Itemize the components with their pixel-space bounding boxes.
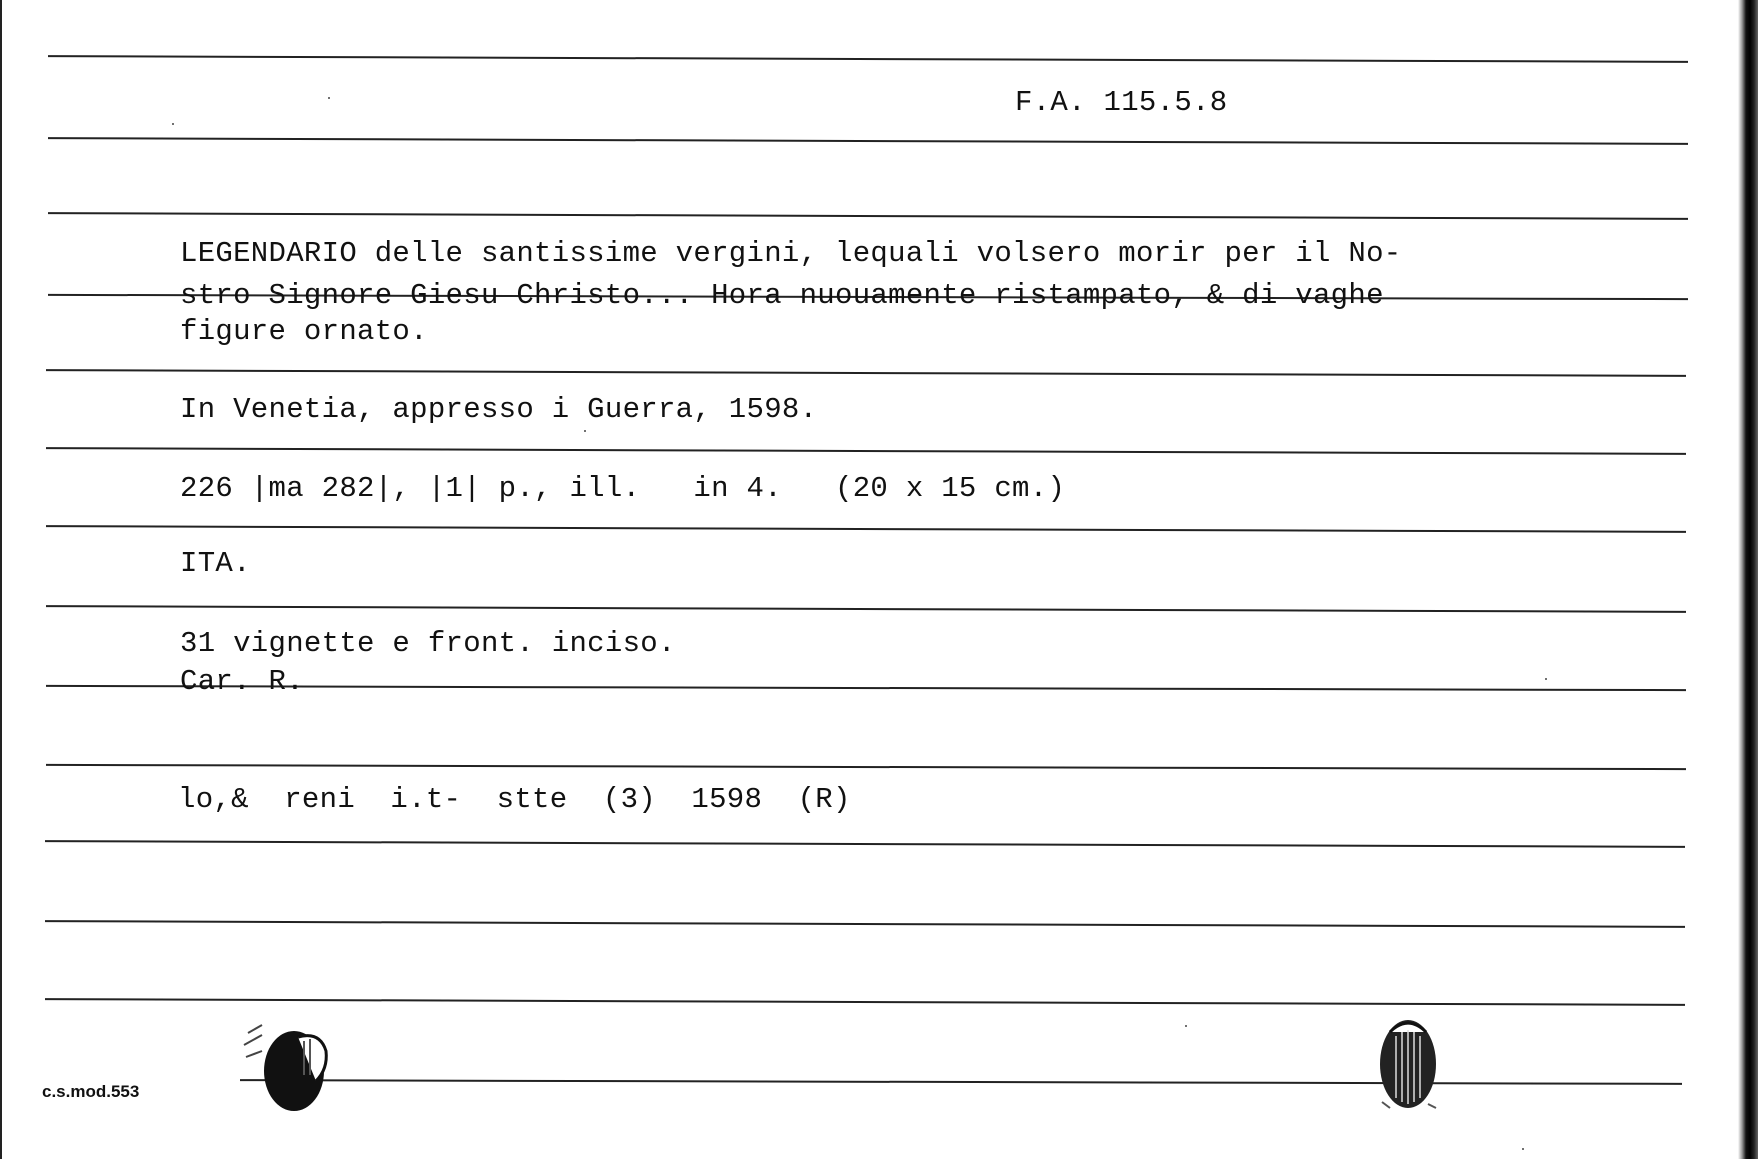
punch-hole-left — [238, 1015, 350, 1117]
ruled-line — [46, 369, 1686, 377]
imprint: In Venetia, appresso i Guerra, 1598. — [180, 393, 818, 426]
ruled-line — [45, 998, 1685, 1006]
punch-hole-right — [1368, 1012, 1448, 1118]
ruled-line — [46, 525, 1686, 533]
shelfmark: F.A. 115.5.8 — [1015, 86, 1228, 119]
ruled-line — [46, 447, 1686, 455]
speck — [1522, 1148, 1524, 1150]
ruled-line — [48, 137, 1688, 145]
speck — [172, 123, 174, 125]
ruled-line — [46, 764, 1686, 770]
ruled-line — [45, 920, 1685, 928]
fingerprint: lo,& reni i.t- stte (3) 1598 (R) — [178, 783, 851, 816]
ruled-line — [240, 1079, 1682, 1085]
ruled-line — [45, 840, 1685, 848]
ruled-line — [48, 212, 1688, 220]
speck — [584, 430, 586, 432]
form-code: c.s.mod.553 — [42, 1082, 140, 1101]
note-line-1: 31 vignette e front. inciso. — [180, 627, 676, 660]
language: ITA. — [180, 547, 251, 580]
speck — [1545, 678, 1547, 680]
card-left-edge — [0, 0, 2, 1159]
speck — [328, 97, 330, 99]
speck — [1185, 1025, 1187, 1027]
card-right-edge-shadow — [1738, 0, 1758, 1159]
note-line-2: Car. R. — [180, 665, 304, 698]
title-line-2: stro Signore Giesu Christo... Hora nuouamente ristampato, & di vaghe — [180, 279, 1384, 312]
ruled-line — [48, 55, 1688, 63]
ruled-line — [46, 605, 1686, 613]
title-line-3: figure ornato. — [180, 315, 428, 348]
title-line-1: LEGENDARIO delle santissime vergini, lequali volsero morir per il No- — [180, 237, 1402, 270]
collation: 226 |ma 282|, |1| p., ill. in 4. (20 x 15 cm.) — [180, 472, 1066, 505]
